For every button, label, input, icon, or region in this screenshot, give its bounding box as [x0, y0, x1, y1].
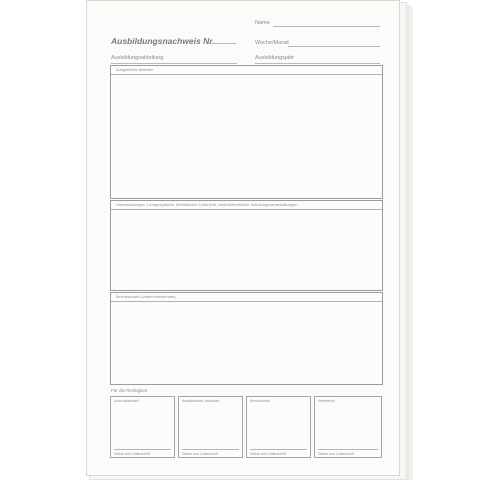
department-label: Ausbildungsabteilung	[111, 55, 164, 61]
signature-trainee-caption: Datum und Unterschrift	[114, 452, 150, 456]
signature-trainer-caption: Datum und Unterschrift	[182, 452, 218, 456]
signature-school-role: Berufsschule	[250, 399, 271, 403]
signature-box-school[interactable]	[246, 396, 311, 458]
report-sheet	[86, 0, 400, 476]
signature-line	[250, 449, 307, 450]
week-label: Woche/Monat	[255, 40, 289, 46]
year-field[interactable]	[255, 63, 380, 64]
signature-line	[182, 449, 239, 450]
name-label: Name	[255, 20, 270, 26]
signature-representative-role: Vertreter/in	[318, 399, 336, 403]
signature-school-caption: Datum und Unterschrift	[250, 452, 286, 456]
instructions-section[interactable]	[110, 200, 383, 291]
signature-box-trainer[interactable]	[178, 396, 243, 458]
correctness-heading: Für die Richtigkeit	[111, 388, 148, 393]
work-performed-section[interactable]	[110, 65, 383, 199]
vocational-school-section[interactable]	[110, 292, 383, 385]
signature-trainee-role: Auszubildende/r	[114, 399, 140, 403]
vocational-school-label: Berufsschule (Unterrichtsthemen)	[116, 294, 176, 299]
signature-box-representative[interactable]	[314, 396, 382, 458]
report-title: Ausbildungsnachweis Nr.	[111, 36, 215, 46]
name-field[interactable]	[273, 26, 380, 27]
signature-line	[114, 449, 171, 450]
signature-representative-caption: Datum und Unterschrift	[318, 452, 354, 456]
year-label: Ausbildungsjahr	[255, 55, 295, 61]
instructions-label: Unterweisungen, Lehrgespräche, betrieblicher Unterricht, außerbetriebliche Schulungsveranstaltungen	[116, 202, 298, 207]
department-field[interactable]	[111, 63, 237, 64]
signature-trainer-role: Ausbildende/r, Ausbilder	[182, 399, 220, 403]
week-field[interactable]	[288, 46, 380, 47]
signature-line	[318, 449, 378, 450]
report-number-field[interactable]	[208, 43, 236, 44]
work-performed-label: Ausgeführte Arbeiten	[116, 67, 154, 72]
signature-box-trainee[interactable]	[110, 396, 175, 458]
